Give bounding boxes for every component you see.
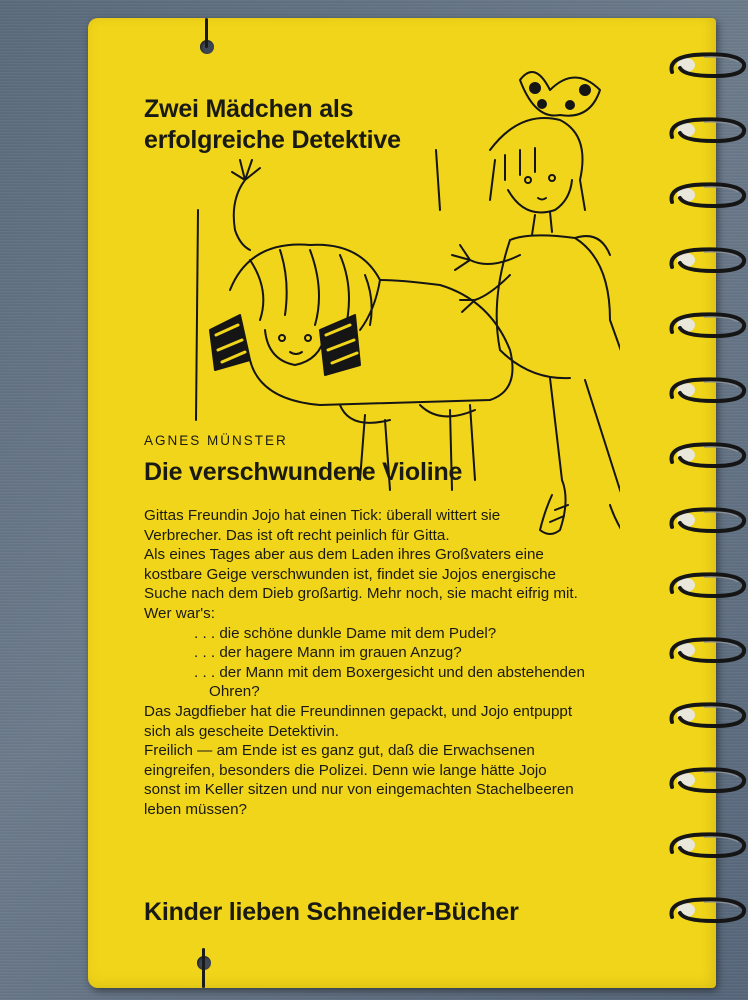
suspect-question: . . . die schöne dunkle Dame mit dem Pudel? [194,624,497,642]
girl2-legs [550,378,620,490]
suspect-question: . . . der Mann mit dem Boxergesicht und den abstehenden [194,663,585,681]
author-name: AGNES MÜNSTER [144,433,288,448]
girl2-dress [510,235,620,390]
spiral-coil [664,700,748,730]
spiral-coil [664,180,748,210]
book-title: Die verschwundene Violine [144,458,463,486]
spiral-coil [664,765,748,795]
blurb-line: eingreifen, besonders die Polizei. Denn wie lange hätte Jojo [144,761,547,779]
spiral-binding [664,50,748,950]
publisher-slogan: Kinder lieben Schneider-Bücher [144,898,519,926]
blurb-line: Als eines Tages aber aus dem Laden ihres Großvaters eine [144,546,544,564]
spiral-coil [664,310,748,340]
spiral-coil [664,570,748,600]
blurb-line: Wer war's: [144,604,215,622]
girl2-arms [452,245,520,270]
blurb-line: Verbrecher. Das ist oft recht peinlich für Gitta. [144,526,450,544]
girl2-bow [520,72,600,116]
blurb-line: sonst im Keller sitzen und nur von eingemachten Stachelbeeren [144,781,574,799]
girl1-face [265,330,325,365]
spiral-coil [664,375,748,405]
blurb-line: Gittas Freundin Jojo hat einen Tick: überall wittert sie [144,507,501,524]
blurb-line: Das Jagdfieber hat die Freundinnen gepackt, und Jojo entpuppt [144,702,573,720]
blurb-line: leben müssen? [144,800,248,818]
spiral-coil [664,50,748,80]
girl2-face [508,180,572,213]
spiral-coil [664,505,748,535]
headline [144,94,401,156]
blurb-line: Suche nach dem Dieb großartig. Mehr noch, sie macht eifrig mit. [144,585,578,603]
girl1-bow-left [210,315,250,370]
raised-hand [232,160,260,230]
spiral-coil [664,440,748,470]
binding-string-bottom [202,948,205,988]
door-frame-right [436,150,440,210]
spiral-coil [664,830,748,860]
spiral-coil [664,245,748,275]
spiral-coil [664,115,748,145]
blurb-line: kostbare Geige verschwunden ist, findet sie Jojos energische [144,565,556,583]
door-frame-left [196,210,198,420]
girl1-bow-right [320,315,360,375]
suspect-question-continued: Ohren? [209,683,260,701]
blurb [144,506,664,820]
blurb-line: sich als gescheite Detektivin. [144,722,339,740]
girl1-hair [230,245,380,330]
blurb-line: Freilich — am Ende ist es ganz gut, daß die Erwachsenen [144,742,535,760]
headline-line-2: erfolgreiche Detektive [144,126,401,154]
binding-string-top [205,18,208,48]
spiral-coil [664,635,748,665]
headline-line-1: Zwei Mädchen als [144,95,354,123]
suspect-question: . . . der hagere Mann im grauen Anzug? [194,644,462,662]
girl1-dress [250,280,513,405]
spiral-coil [664,895,748,925]
